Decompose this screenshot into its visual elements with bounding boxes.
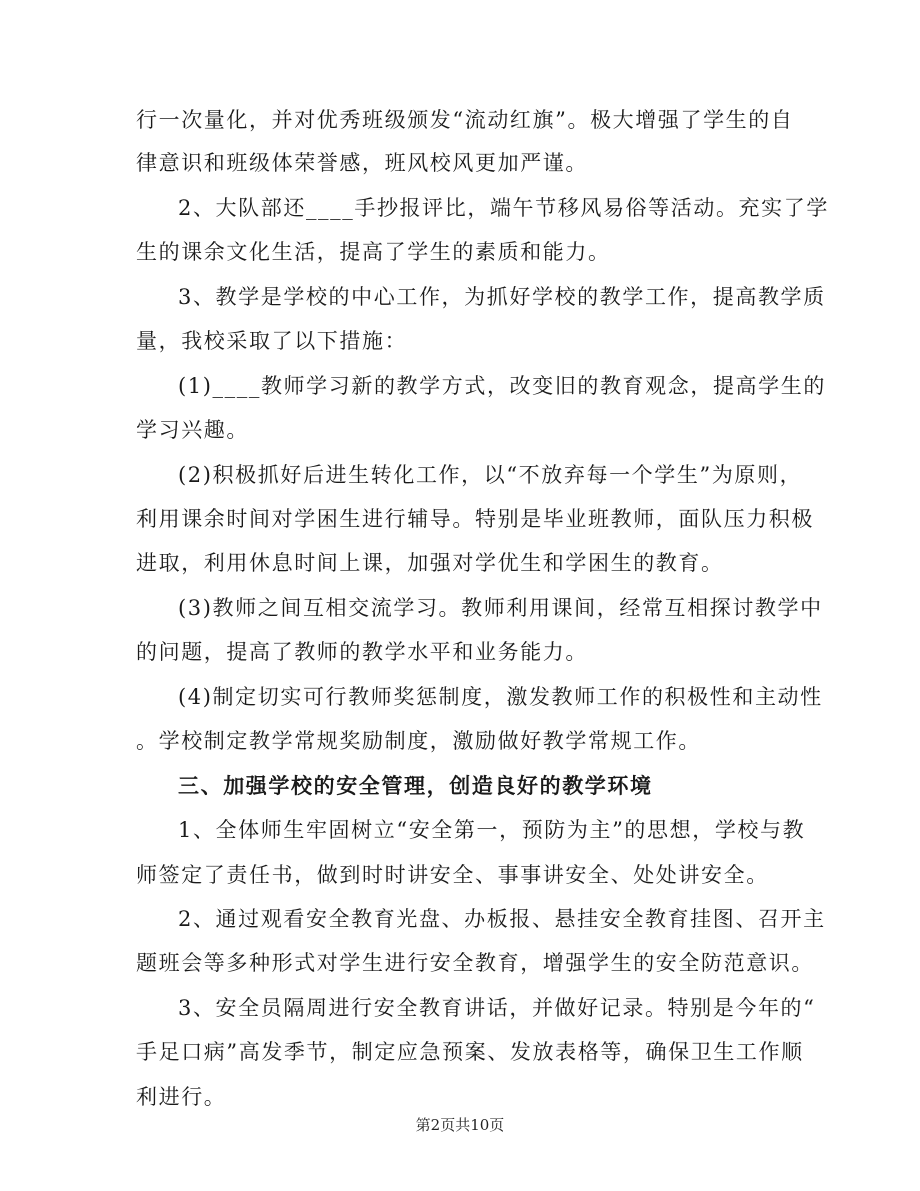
paragraph-line: 。学校制定教学常规奖励制度，激励做好教学常规工作。 — [136, 729, 701, 753]
paragraph-line: (4)制定切实可行教师奖惩制度，激发教师工作的积极性和主动性 — [178, 685, 823, 709]
paragraph-line: 利进行。 — [136, 1085, 227, 1109]
paragraph-line: 2、通过观看安全教育光盘、办板报、悬挂安全教育挂图、召开主 — [178, 907, 826, 931]
paragraph-line: (2)积极抓好后进生转化工作，以“不放弃每一个学生”为原则， — [178, 463, 803, 487]
paragraph-line: 3、教学是学校的中心工作，为抓好学校的教学工作，提高教学质 — [178, 285, 826, 309]
paragraph-line: 利用课余时间对学困生进行辅导。特别是毕业班教师，面队压力积极 — [136, 507, 814, 531]
paragraph-line: 题班会等多种形式对学生进行安全教育，增强学生的安全防范意识。 — [136, 951, 814, 975]
paragraph-line: 1、全体师生牢固树立“安全第一，预防为主”的思想，学校与教 — [178, 818, 806, 842]
paragraph-line: 进取，利用休息时间上课，加强对学优生和学困生的教育。 — [136, 551, 724, 575]
page-number-footer: 第2页共10页 — [415, 1116, 505, 1134]
paragraph-line: 律意识和班级体荣誉感，班风校风更加严谨。 — [136, 151, 588, 175]
paragraph-line: 学习兴趣。 — [136, 418, 249, 442]
paragraph-line: 的问题，提高了教师的教学水平和业务能力。 — [136, 640, 588, 664]
paragraph-line: 3、安全员隔周进行安全教育讲话，并做好记录。特别是今年的“ — [178, 996, 816, 1020]
paragraph-line: (1)____教师学习新的教学方式，改变旧的教育观念，提高学生的 — [178, 374, 826, 398]
paragraph-line: 2、大队部还____手抄报评比，端午节移风易俗等活动。充实了学 — [178, 196, 829, 220]
paragraph-line: 师签定了责任书，做到时时讲安全、事事讲安全、处处讲安全。 — [136, 863, 769, 887]
paragraph-line: (3)教师之间互相交流学习。教师利用课间，经常互相探讨教学中 — [178, 596, 823, 620]
paragraph-line: 生的课余文化生活，提高了学生的素质和能力。 — [136, 240, 611, 264]
section-heading: 三、加强学校的安全管理，创造良好的教学环境 — [178, 773, 653, 798]
paragraph-line: 手足口病”高发季节，制定应急预案、发放表格等，确保卫生工作顺 — [136, 1040, 804, 1064]
paragraph-line: 行一次量化，并对优秀班级颁发“流动红旗”。极大增强了学生的自 — [136, 108, 794, 132]
paragraph-line: 量，我校采取了以下措施： — [136, 329, 408, 353]
